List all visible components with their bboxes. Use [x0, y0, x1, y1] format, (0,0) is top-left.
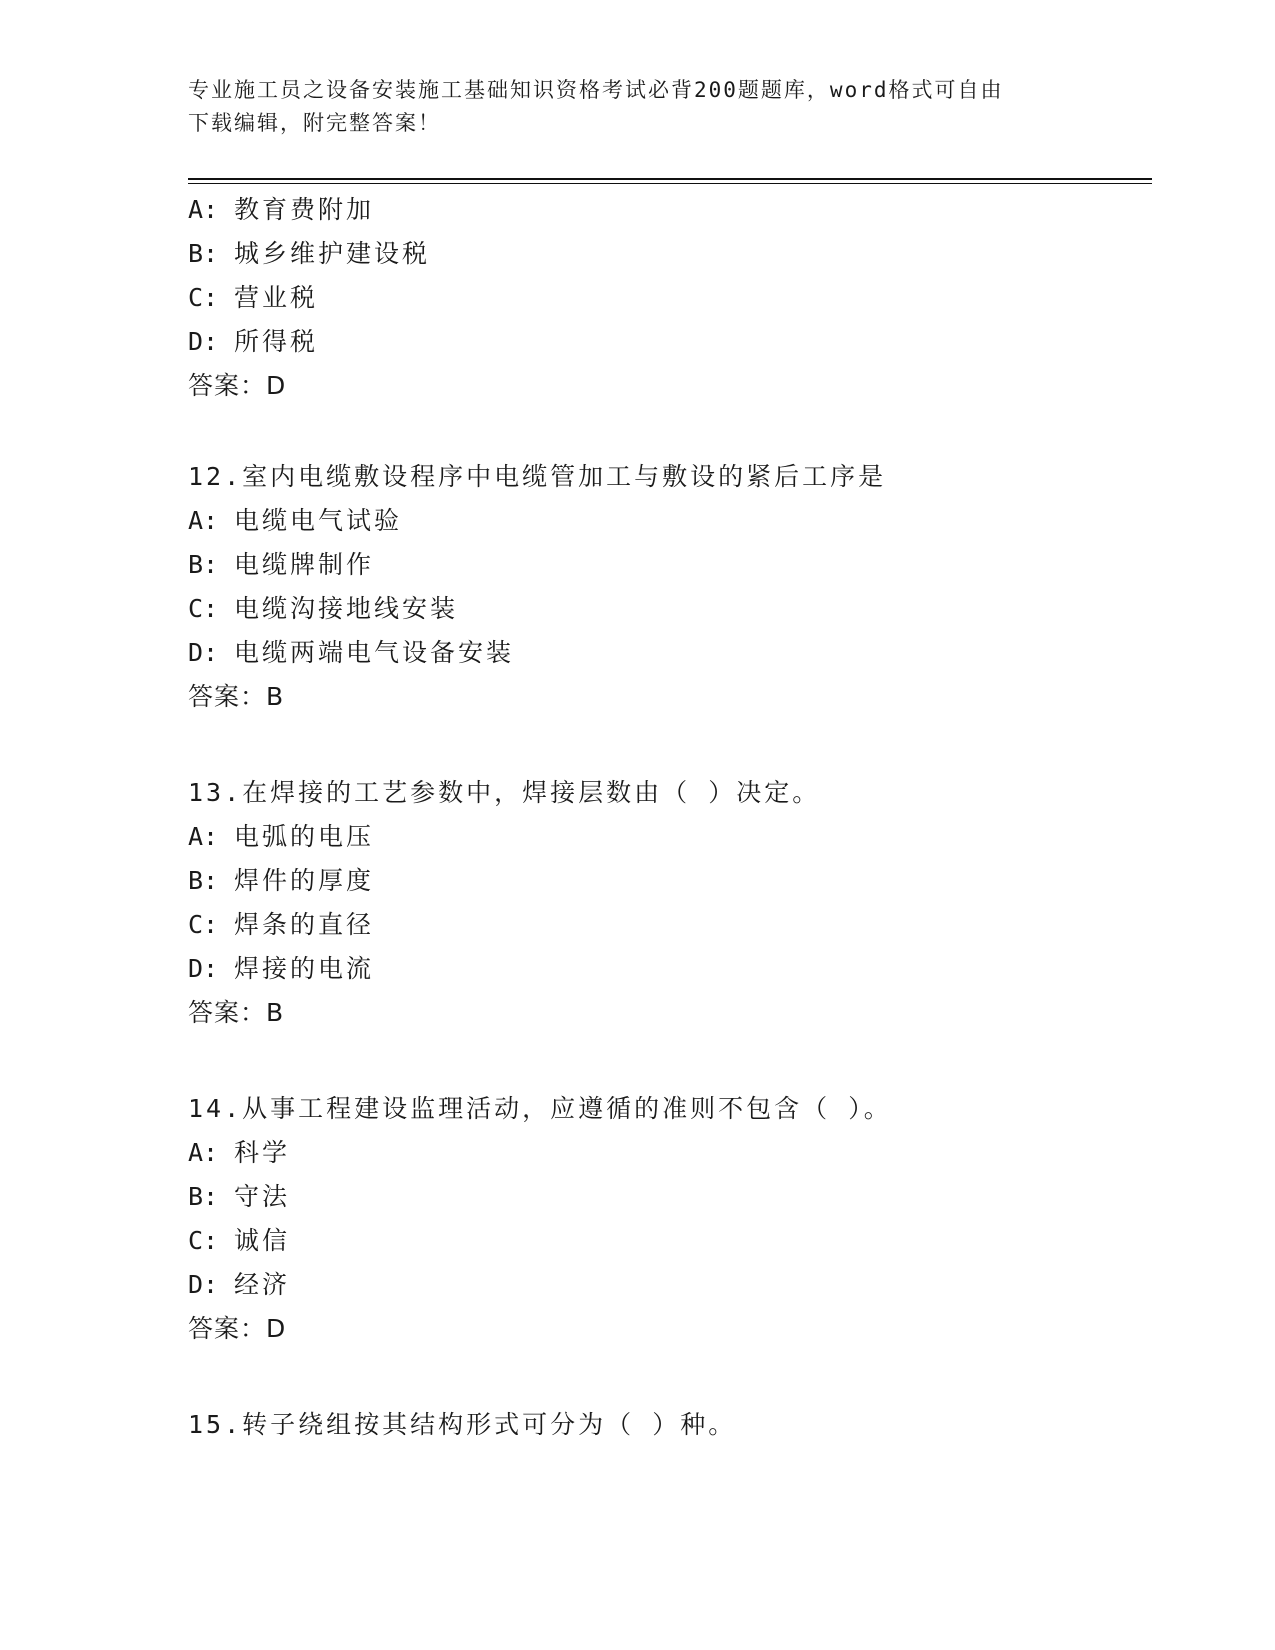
option-text: 电缆电气试验: [234, 506, 403, 535]
q13-stem: 13.在焊接的工艺参数中，焊接层数由（ ）决定。: [188, 778, 821, 807]
document-header: [188, 74, 1088, 140]
option-text: 焊件的厚度: [234, 866, 375, 895]
option-text: 电弧的电压: [234, 822, 375, 851]
header-line-2: 下载编辑，附完整答案！: [188, 111, 441, 135]
q11-answer: 答案：D: [188, 371, 287, 400]
option-text: 电缆牌制作: [234, 550, 375, 579]
q13-answer: 答案：B: [188, 998, 285, 1027]
option-label: A:: [188, 822, 219, 851]
option-text: 焊接的电流: [234, 954, 375, 983]
q15-stem: 15.转子绕组按其结构形式可分为（ ）种。: [188, 1410, 737, 1439]
option-label: B:: [188, 1182, 219, 1211]
option-text: 教育费附加: [234, 195, 375, 224]
q13-option-d: [188, 954, 374, 984]
q14-stem: 14.从事工程建设监理活动，应遵循的准则不包含（ ）。: [188, 1094, 892, 1123]
option-label: D:: [188, 954, 219, 983]
header-line-1: 专业施工员之设备安装施工基础知识资格考试必背200题题库，word格式可自由: [188, 78, 1004, 102]
header-divider-thick: [188, 178, 1152, 180]
option-label: A:: [188, 195, 219, 224]
option-label: C:: [188, 1226, 219, 1255]
option-text: 所得税: [234, 327, 319, 356]
option-label: C:: [188, 594, 219, 623]
q14-option-a: [188, 1138, 290, 1168]
option-label: A:: [188, 506, 219, 535]
q13-option-a: [188, 822, 374, 852]
option-text: 营业税: [234, 283, 319, 312]
q12-option-b: [188, 550, 374, 580]
q12-answer: 答案：B: [188, 682, 285, 711]
option-text: 焊条的直径: [234, 910, 375, 939]
q12-option-c: [188, 594, 458, 624]
option-text: 守法: [234, 1182, 291, 1211]
option-label: D:: [188, 638, 219, 667]
q12-option-d: [188, 638, 514, 668]
option-label: D:: [188, 1270, 219, 1299]
option-label: B:: [188, 550, 219, 579]
option-text: 科学: [234, 1138, 291, 1167]
q11-option-b: [188, 239, 430, 269]
option-label: C:: [188, 910, 219, 939]
q12-stem: 12.室内电缆敷设程序中电缆管加工与敷设的紧后工序是: [188, 462, 887, 491]
q14-option-b: [188, 1182, 290, 1212]
q14-option-d: [188, 1270, 290, 1300]
option-label: B:: [188, 239, 219, 268]
header-divider-thin: [188, 183, 1152, 184]
option-label: B:: [188, 866, 219, 895]
option-text: 电缆沟接地线安装: [234, 594, 459, 623]
option-text: 电缆两端电气设备安装: [234, 638, 515, 667]
option-label: D:: [188, 327, 219, 356]
option-text: 城乡维护建设税: [234, 239, 431, 268]
option-text: 诚信: [234, 1226, 291, 1255]
q11-option-a: [188, 195, 374, 225]
option-label: A:: [188, 1138, 219, 1167]
q13-option-b: [188, 866, 374, 896]
q13-option-c: [188, 910, 374, 940]
q12-option-a: [188, 506, 402, 536]
option-label: C:: [188, 283, 219, 312]
q11-option-c: [188, 283, 318, 313]
q14-answer: 答案：D: [188, 1314, 287, 1343]
option-text: 经济: [234, 1270, 291, 1299]
q11-option-d: [188, 327, 318, 357]
q14-option-c: [188, 1226, 290, 1256]
